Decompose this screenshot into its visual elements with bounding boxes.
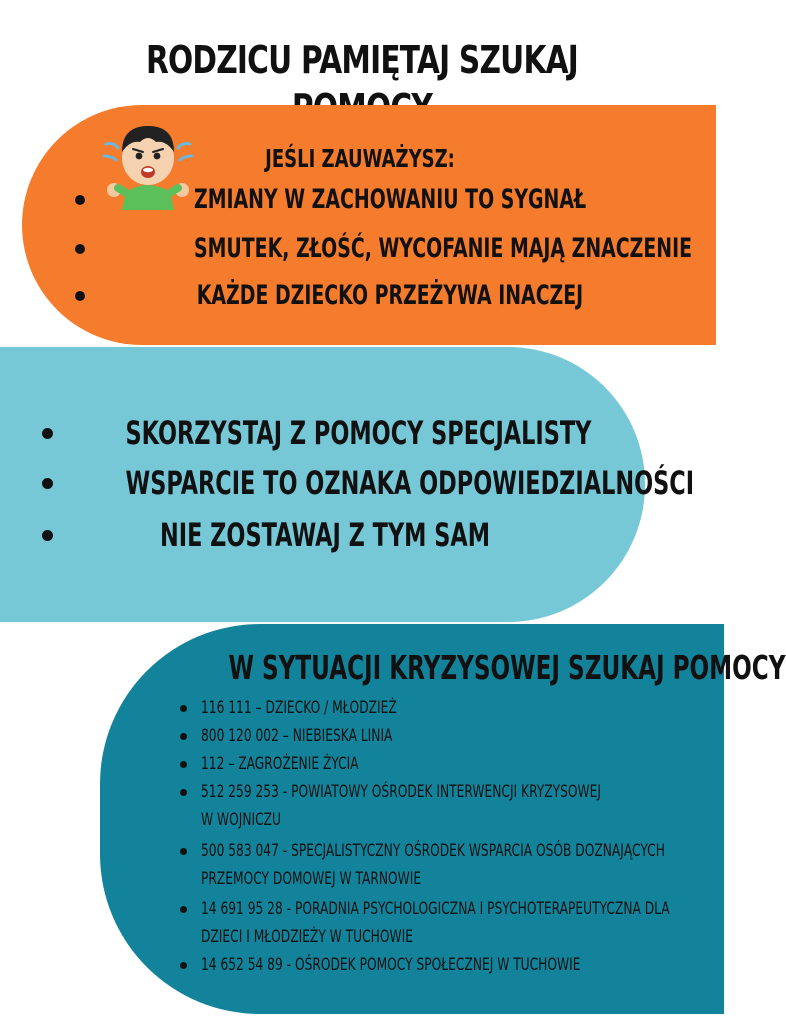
list-item-text: NIE ZOSTAWAJ Z TYM SAM xyxy=(159,516,491,554)
bullet-icon xyxy=(75,244,85,254)
bullet-icon xyxy=(42,428,53,439)
bullet-icon xyxy=(180,761,187,768)
contact-text: PRZEMOCY DOMOWEJ W TARNOWIE xyxy=(201,869,422,889)
contact-text: 512 259 253 - POWIATOWY OŚRODEK INTERWENCJI KRYZYSOWEJ xyxy=(201,782,601,802)
list-item xyxy=(0,180,724,220)
contact-text: 14 652 54 89 - OŚRODEK POMOCY SPOŁECZNEJ W TUCHOWIE xyxy=(201,955,581,975)
list-item-text: SMUTEK, ZŁOŚĆ, WYCOFANIE MAJĄ ZNACZENIE xyxy=(194,233,693,264)
list-item xyxy=(0,460,724,506)
page-title: RODZICU PAMIĘTAJ SZUKAJ xyxy=(145,38,579,82)
list-item-text: WSPARCIE TO OZNAKA ODPOWIEDZIALNOŚCI xyxy=(125,464,695,502)
list-item-text: KAŻDE DZIECKO PRZEŻYWA INACZEJ xyxy=(196,280,584,311)
bullet-icon xyxy=(180,848,187,855)
bullet-icon xyxy=(75,195,85,205)
bullet-icon xyxy=(180,733,187,740)
contact-text: 116 111 – DZIECKO / MŁODZIEŻ xyxy=(201,698,397,718)
contact-text: 14 691 95 28 - PORADNIA PSYCHOLOGICZNA I PSYCHOTERAPEUTYCZNA DLA xyxy=(201,899,670,919)
teal-heading: W SYTUACJI KRYZYSOWEJ SZUKAJ POMOCY xyxy=(228,648,786,687)
contact-text: DZIECI I MŁODZIEŻY W TUCHOWIE xyxy=(201,927,413,947)
contact-text: 500 583 047 - SPECJALISTYCZNY OŚRODEK WSPARCIA OSÓB DOZNAJĄCYCH xyxy=(201,841,665,861)
list-item-text: SKORZYSTAJ Z POMOCY SPECJALISTY xyxy=(125,414,592,452)
bullet-icon xyxy=(180,962,187,969)
contact-text: 112 – ZAGROŻENIE ŻYCIA xyxy=(201,754,359,774)
list-item xyxy=(0,512,724,558)
contact-text: 800 120 002 – NIEBIESKA LINIA xyxy=(201,726,393,746)
orange-heading: JEŚLI ZAUWAŻYSZ: xyxy=(265,144,455,173)
bullet-icon xyxy=(75,291,85,301)
contact-text: W WOJNICZU xyxy=(201,810,281,830)
list-item xyxy=(0,229,724,269)
bullet-icon xyxy=(180,705,187,712)
bullet-icon xyxy=(42,478,53,489)
list-item-text: ZMIANY W ZACHOWANIU TO SYGNAŁ xyxy=(194,184,587,215)
bullet-icon xyxy=(180,789,187,796)
bullet-icon xyxy=(42,530,53,541)
list-item xyxy=(0,276,724,316)
list-item xyxy=(0,410,724,456)
bullet-icon xyxy=(180,906,187,913)
